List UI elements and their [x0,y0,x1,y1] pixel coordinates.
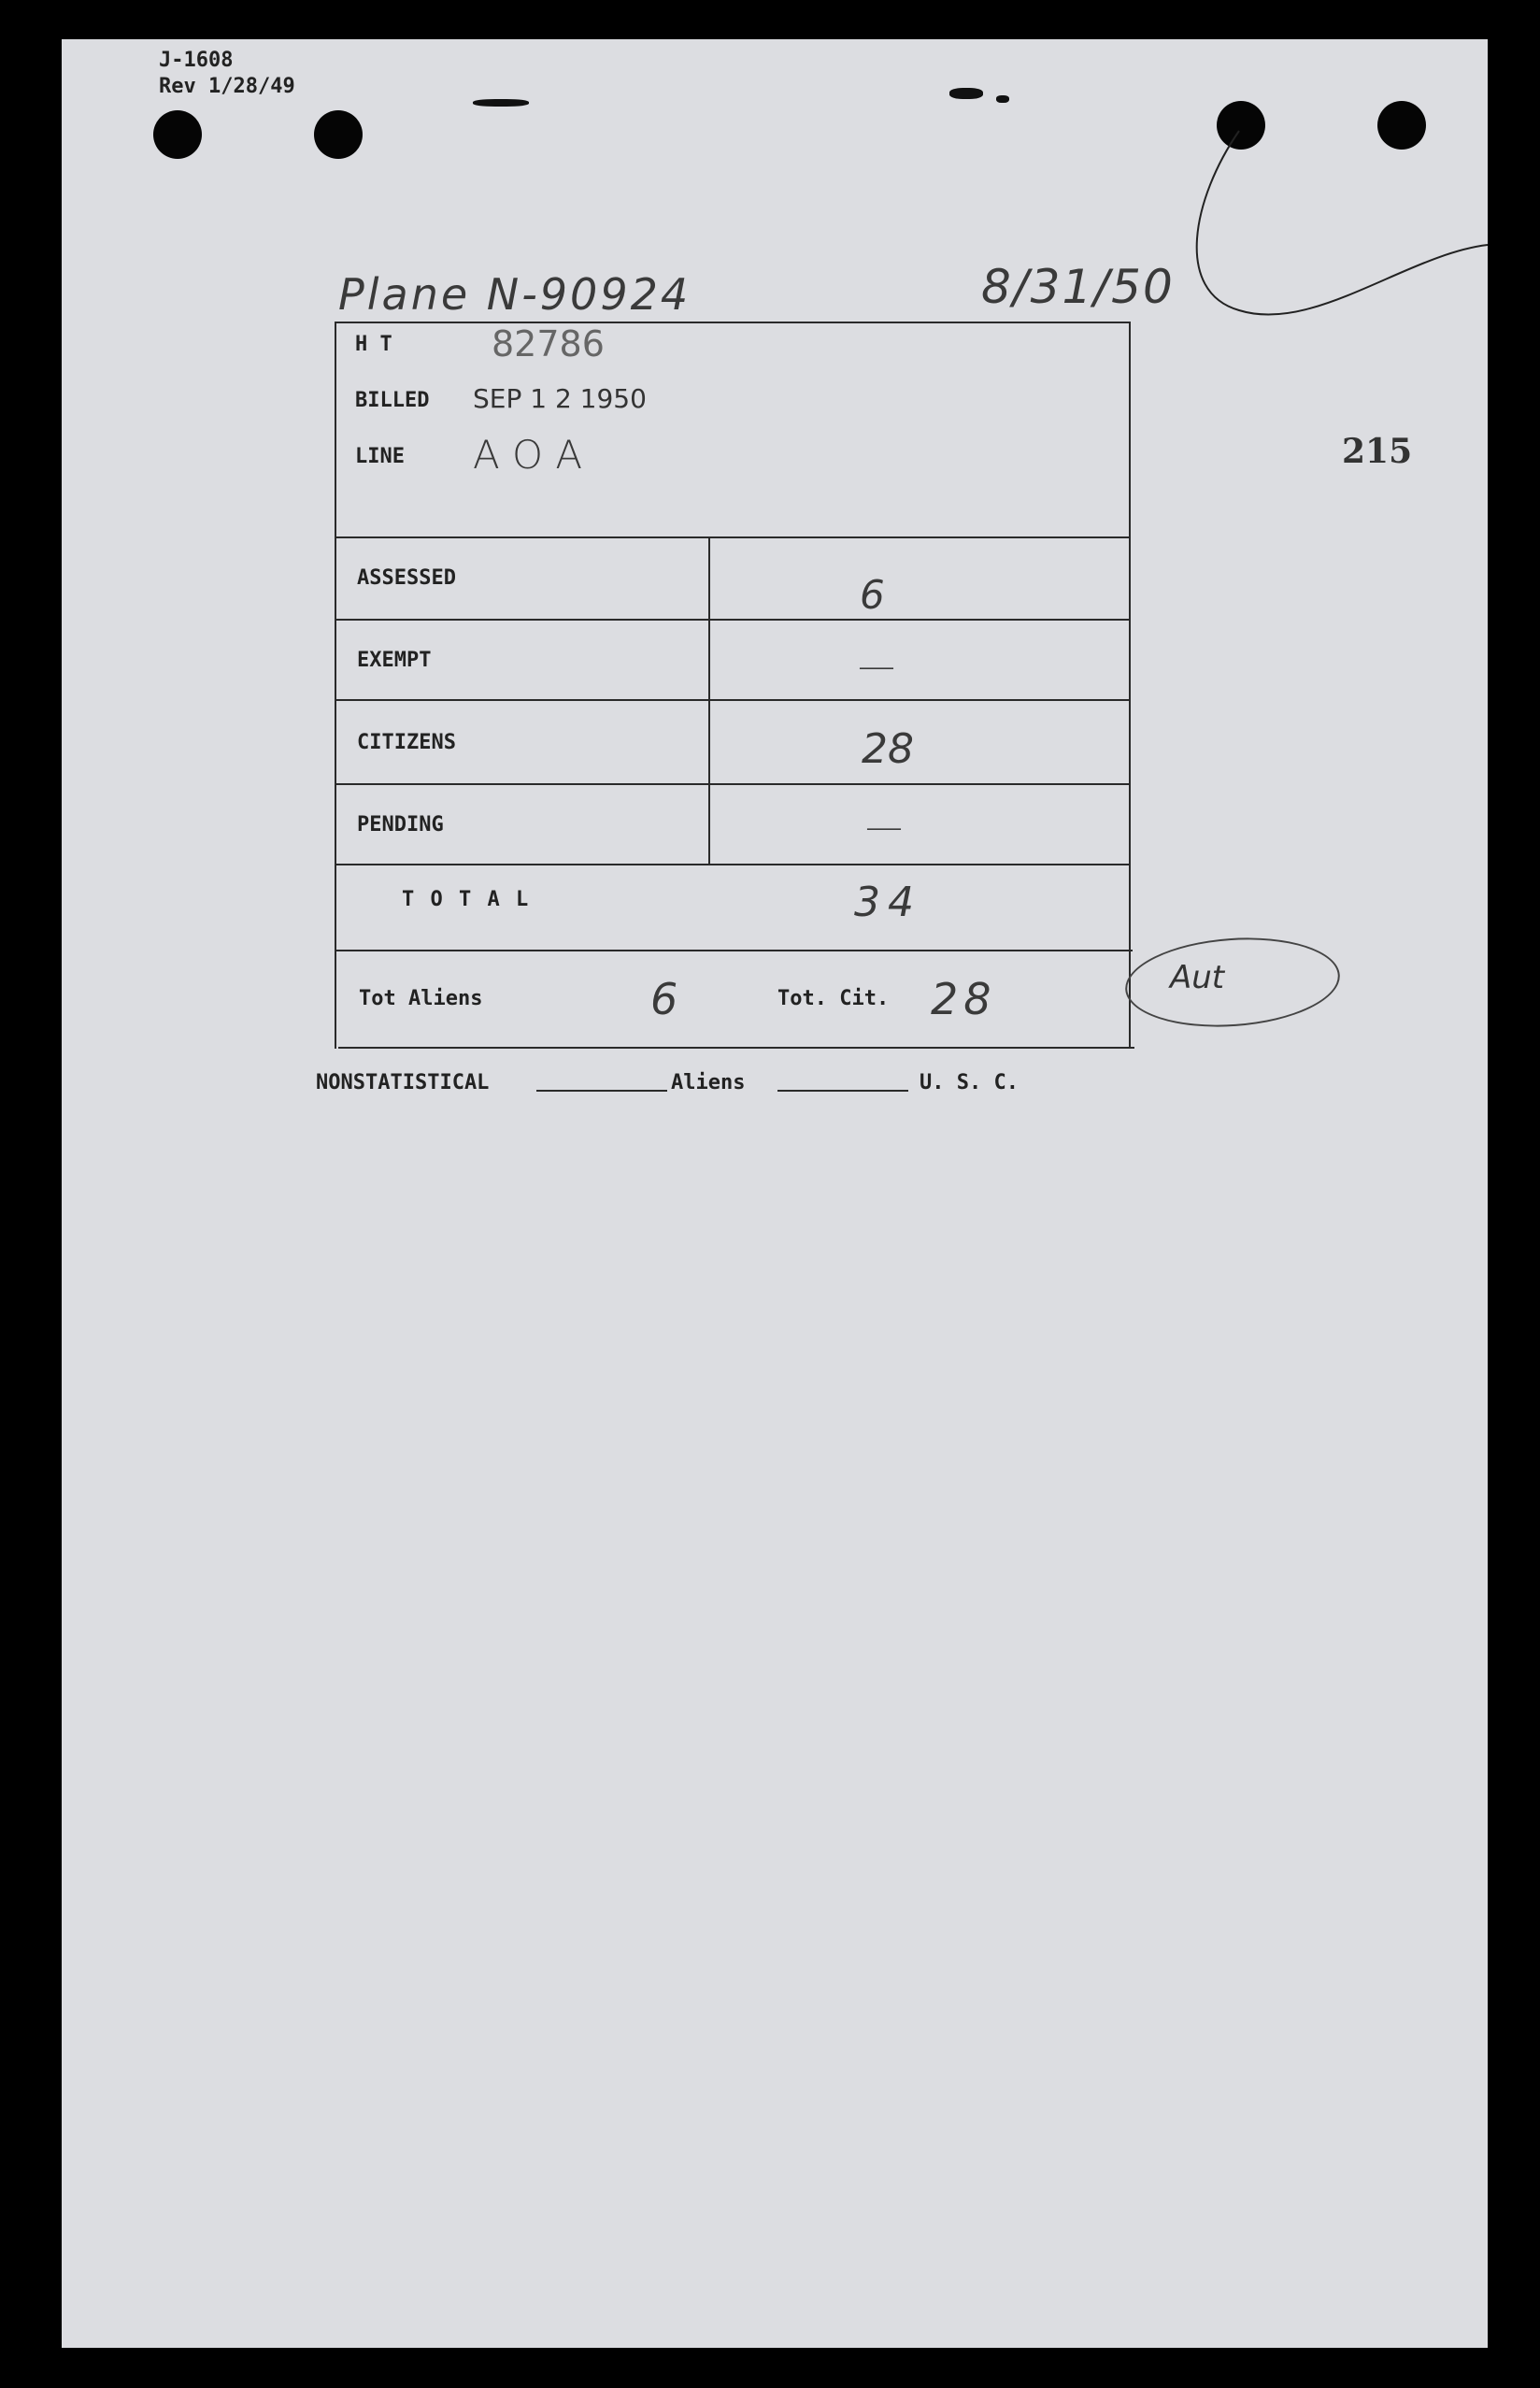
table-divider [335,699,1131,701]
total-value: 34 [854,879,921,926]
initials-stamp [1122,931,1343,1034]
line-value: AOA [473,432,596,478]
nonstatistical-label: NONSTATISTICAL [316,1071,490,1094]
form-revision: Rev 1/28/49 [159,75,295,98]
tot-aliens-label: Tot Aliens [359,987,483,1010]
ink-smudge [473,99,529,107]
pending-label: PENDING [357,813,444,837]
pending-value: — [865,806,903,849]
ht-value: 82786 [492,323,605,365]
citizens-label: CITIZENS [357,731,456,754]
tot-aliens-value: 6 [650,974,678,1024]
table-divider [335,783,1131,785]
exempt-label: EXEMPT [357,649,432,672]
total-label: T O T A L [402,888,531,911]
document-sheet [62,39,1488,2348]
table-border-top [335,322,1131,323]
pen-stroke [1164,123,1488,366]
tot-cit-value: 28 [931,974,997,1024]
table-divider [335,536,1131,538]
usc-label: U. S. C. [920,1071,1019,1094]
line-label: LINE [355,445,405,468]
initials: Aut [1170,959,1225,996]
punch-hole [314,110,363,159]
table-divider [336,950,1133,951]
table-border-left [335,322,336,1049]
table-divider [335,619,1131,621]
table-border-bottom [338,1047,1134,1049]
punch-hole [153,110,202,159]
aliens-label: Aliens [671,1071,746,1094]
citizens-value: 28 [862,725,914,773]
table-divider [335,864,1131,865]
assessed-label: ASSESSED [357,566,456,590]
billed-value: SEP 1 2 1950 [473,383,647,414]
exempt-value: — [858,645,895,688]
form-number: J-1608 [159,49,234,72]
nonstatistical-blank [536,1090,667,1092]
ht-label: H T [355,333,392,356]
ink-smudge [949,88,983,99]
aliens-blank [777,1090,908,1092]
table-border-right [1129,322,1131,1049]
manifest-date: 8/31/50 [981,260,1175,314]
plane-number: Plane N-90924 [338,269,692,320]
ink-smudge [996,95,1009,103]
tot-cit-label: Tot. Cit. [777,987,890,1010]
table-column-divider [708,536,710,864]
billed-label: BILLED [355,389,430,412]
assessed-value: 6 [860,572,885,618]
page-number: 215 [1342,432,1413,471]
